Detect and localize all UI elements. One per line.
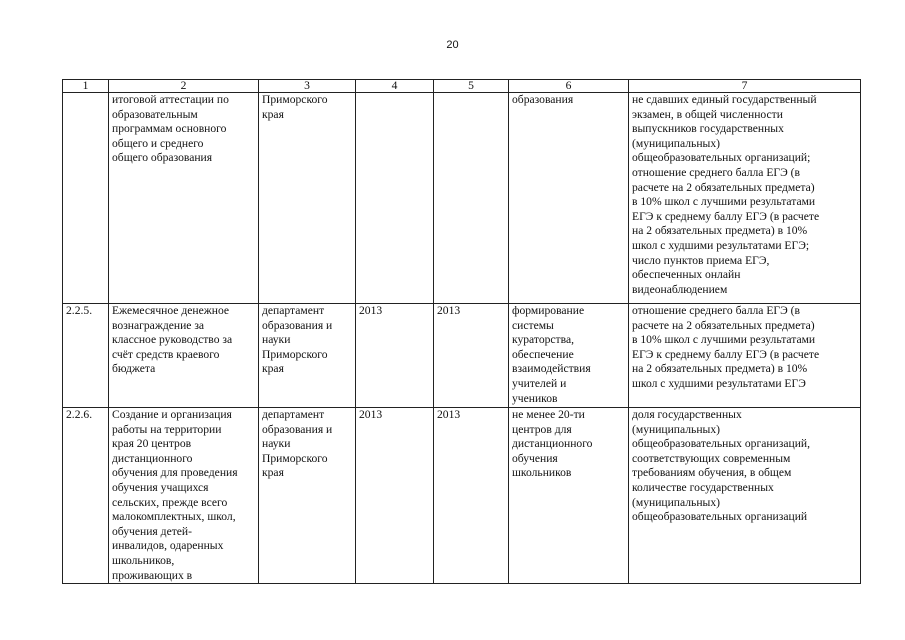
start-year-cell: [356, 93, 434, 304]
measure-code-cell: 2.2.6.: [63, 408, 109, 584]
column-header: 3: [259, 80, 356, 93]
table-row: [63, 408, 861, 584]
expected-result-cell: не менее 20-ти центров для дистанционного обучения школьников: [509, 408, 629, 584]
column-header: 7: [629, 80, 861, 93]
indicator-cell: доля государственных (муниципальных) общеобразовательных организаций, соответствующих современным требованиям обучения, в общем количестве государственных (муниципальных) общеобразовательных организаций: [629, 408, 861, 584]
end-year-cell: 2013: [434, 304, 509, 408]
indicator-cell: отношение среднего балла ЕГЭ (в расчете на 2 обязательных предмета) в 10% школ с лучшими результатами ЕГЭ к среднему баллу ЕГЭ (в расчете на 2 обязательных предмета) в 10% школ с худшими результатами ЕГЭ: [629, 304, 861, 408]
column-header: 5: [434, 80, 509, 93]
measure-name-cell: Ежемесячное денежное вознаграждение за классное руководство за счёт средств краевого бюджета: [109, 304, 259, 408]
end-year-cell: 2013: [434, 408, 509, 584]
page-number: 20: [446, 39, 459, 51]
indicator-cell: не сдавших единый государственный экзамен, в общей численности выпускников государственных (муниципальных) общеобразовательных организаций; отношение среднего балла ЕГЭ (в расчете на 2 обязательных предмета) в 10% школ с лучшими результатами ЕГЭ к среднему баллу ЕГЭ (в расчете на 2 обязательных предмета) в 10% школ с худшими результатами ЕГЭ; число пунктов приема ЕГЭ, обеспеченных онлайн видеонаблюдением: [629, 93, 861, 304]
expected-result-cell: формирование системы кураторства, обеспечение взаимодействия учителей и учеников: [509, 304, 629, 408]
program-measures-table: [62, 79, 861, 584]
column-header: 6: [509, 80, 629, 93]
column-header: 1: [63, 80, 109, 93]
column-header: 4: [356, 80, 434, 93]
start-year-cell: 2013: [356, 304, 434, 408]
expected-result-cell: образования: [509, 93, 629, 304]
measure-name-cell: итоговой аттестации по образовательным программам основного общего и среднего общего образования: [109, 93, 259, 304]
table-row: [63, 304, 861, 408]
executor-cell: Приморского края: [259, 93, 356, 304]
measure-code-cell: [63, 93, 109, 304]
executor-cell: департамент образования и науки Приморского края: [259, 304, 356, 408]
table-header-row: [63, 80, 861, 93]
executor-cell: департамент образования и науки Приморского края: [259, 408, 356, 584]
table-row: [63, 93, 861, 304]
end-year-cell: [434, 93, 509, 304]
start-year-cell: 2013: [356, 408, 434, 584]
measure-code-cell: 2.2.5.: [63, 304, 109, 408]
measure-name-cell: Создание и организация работы на территории края 20 центров дистанционного обучения для проведения обучения учащихся сельских, прежде всего малокомплектных, школ, обучения детей- инвалидов, одаренных школьников, проживающих в: [109, 408, 259, 584]
column-header: 2: [109, 80, 259, 93]
